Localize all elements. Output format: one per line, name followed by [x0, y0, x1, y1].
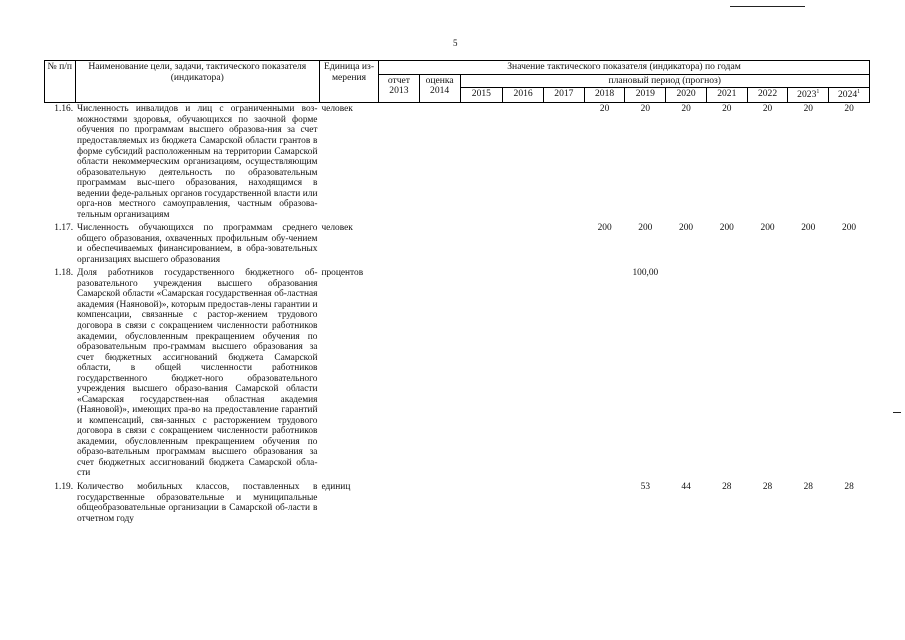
value-cell: 53 [640, 481, 651, 492]
value-cell: 200 [638, 223, 653, 234]
scan-edge-right [893, 412, 901, 413]
footnote-mark: 1 [857, 89, 861, 96]
header-year: 2024$^1$ [829, 88, 870, 103]
table-row [45, 222, 870, 267]
value-cell [503, 481, 544, 526]
value-cell: 28 [844, 481, 854, 492]
indicator-name: Количество мобильных классов, поставленных в государственные образовательные и муниципальные общеобразовательные организации в Самарской об-ласти в отчетном году [77, 481, 318, 524]
value-cell [460, 103, 503, 222]
row-number: 1.17. [54, 223, 74, 234]
value-cell [544, 222, 585, 267]
value-cell: 200 [597, 223, 612, 234]
value-cell: 200 [719, 223, 734, 234]
value-cell [503, 267, 544, 481]
header-year: 2020 [666, 88, 707, 103]
value-cell [419, 267, 460, 481]
value-cell: 200 [679, 223, 694, 234]
header-year: 2017 [544, 88, 585, 103]
unit-cell: человек [321, 223, 353, 234]
value-cell [747, 267, 788, 481]
value-cell: 200 [842, 223, 857, 234]
unit-cell: единиц [321, 481, 351, 492]
header-year: 2021 [706, 88, 747, 103]
value-cell: 20 [844, 104, 854, 115]
value-cell [379, 103, 420, 222]
page-number: 5 [453, 38, 458, 48]
value-cell [419, 222, 460, 267]
value-cell: 20 [640, 104, 651, 115]
value-cell [503, 103, 544, 222]
row-number: 1.18. [54, 268, 74, 279]
row-number: 1.16. [54, 104, 74, 115]
header-year: 2016 [503, 88, 544, 103]
value-cell [460, 267, 503, 481]
indicator-name: Доля работников государственного бюджетного об-разовательного учреждения высшего образования Самарской области «Самарская государственная об-ластная академия (Наяновой)», которым предостав-лены гарантии и компенсации, связанные с растор-жением трудового договора в связи с сокращением численности работников академии, обусловленным прекращением обучения по образовательным про-граммам высшего образования за счет бюджетных ассигнований бюджета Самарской области, в общей численности работников государственного бюджет-ного образовательного учреждения высшего образо-вания Самарской области «Самарская государствен-ная областная академия (Наяновой)», имеющих пра-во на предоставление гарантий и компенсаций, свя-занных с расторжением трудового договора в связи с сокращением численности работников академии, обусловленным прекращением обучения по образо-вательным программам высшего образования за счет бюджетных ассигнований бюджета Самарской обла-сти [77, 268, 318, 479]
header-name: Наименование цели, задачи, тактического показателя (индикатора) [75, 61, 319, 103]
indicator-name: Численность инвалидов и лиц с ограниченными воз-можностями здоровья, обучающихся по заочной форме обучения по программам высшего образова-ния за счет предоставляемых из бюджета Самарской области грантов в форме субсидий расположенным на территории Самарской области некоммерческим организациям, осуществляющим образовательную деятельность по образовательным программам выс-шего образования, находящимся в ведении феде-ральных органов государственной власти или орга-нов местного самоуправления, частным образова-тельным организациям [77, 104, 318, 220]
value-cell [419, 481, 460, 526]
header-values-title: Значение тактического показателя (индикатора) по годам [379, 61, 870, 75]
value-cell [419, 103, 460, 222]
value-cell: 200 [760, 223, 775, 234]
header-year: 2019 [625, 88, 666, 103]
value-cell [379, 481, 420, 526]
scan-edge-top [730, 6, 805, 7]
header-year: 2023$^1$ [788, 88, 829, 103]
table-header [45, 61, 870, 103]
value-cell: 28 [803, 481, 813, 492]
header-year: 2022 [747, 88, 788, 103]
header-unit: Единица из-мерения [319, 61, 378, 103]
value-cell: 28 [722, 481, 732, 492]
footnote-mark: 1 [816, 89, 820, 96]
indicator-table [44, 60, 870, 526]
table-row [45, 103, 870, 222]
value-cell [584, 267, 625, 481]
table-row [45, 481, 870, 526]
value-cell: 44 [681, 481, 691, 492]
value-cell: 20 [681, 104, 691, 115]
value-cell [788, 267, 829, 481]
value-cell [460, 222, 503, 267]
header-year: 2018 [584, 88, 625, 103]
value-cell: 28 [762, 481, 773, 492]
value-cell [666, 267, 707, 481]
value-cell: 20 [762, 104, 773, 115]
value-cell [544, 481, 585, 526]
value-cell [706, 267, 747, 481]
value-cell: 20 [803, 104, 813, 115]
value-cell: 200 [801, 223, 816, 234]
header-estimate: оценка 2014 [419, 74, 460, 103]
value-cell [584, 481, 625, 526]
row-number: 1.19. [54, 481, 74, 492]
value-cell [544, 267, 585, 481]
indicator-name: Численность обучающихся по программам среднего общего образования, охваченных профильным обу-чением и обеспечиваемых финансированием, в обра-зовательных организациях высшего образования [77, 223, 318, 265]
unit-cell: человек [321, 104, 353, 115]
value-cell [379, 267, 420, 481]
value-cell [544, 103, 585, 222]
value-cell: 100,00 [632, 268, 659, 279]
value-cell: 20 [599, 104, 610, 115]
header-report: отчет 2013 [379, 74, 420, 103]
value-cell [829, 267, 870, 481]
unit-cell: процентов [321, 268, 364, 279]
table-row [45, 267, 870, 481]
value-cell: 20 [722, 104, 732, 115]
header-num: № п/п [45, 61, 76, 103]
header-year: 2015 [460, 88, 503, 103]
table-body [45, 103, 870, 526]
header-plan: плановый период (прогноз) [460, 74, 870, 88]
value-cell [379, 222, 420, 267]
value-cell [503, 222, 544, 267]
value-cell [460, 481, 503, 526]
